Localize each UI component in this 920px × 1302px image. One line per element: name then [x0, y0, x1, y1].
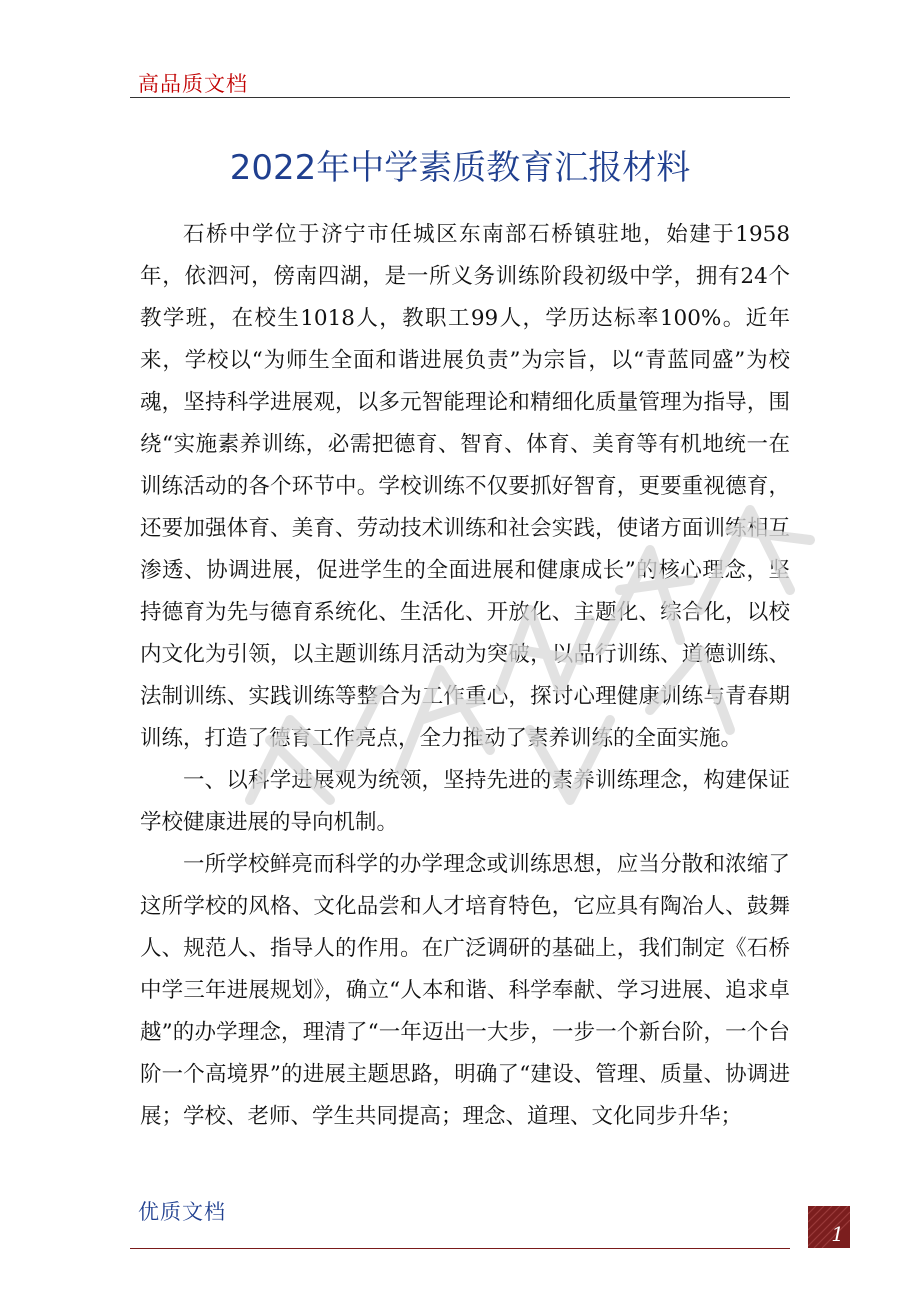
header-divider	[130, 97, 790, 98]
paragraph-section-heading: 一、以科学进展观为统领，坚持先进的素养训练理念，构建保证学校健康进展的导向机制。	[140, 768, 790, 835]
page-number-badge	[808, 1206, 850, 1248]
document-body	[140, 214, 790, 1138]
page-number: 1	[831, 1222, 844, 1246]
document-title: 2022年中学素质教育汇报材料	[229, 148, 691, 188]
footer-label: 优质文档	[138, 1200, 226, 1224]
paragraph-philosophy: 一所学校鲜亮而科学的办学理念或训练思想，应当分散和浓缩了这所学校的风格、文化品尝和人才培育特色，它应具有陶冶人、鼓舞人、规范人、指导人的作用。在广泛调研的基础上，我们制定《石桥中学三年进展规划》，确立“人本和谐、科学奉献、学习进展、追求卓越”的办学理念，理清了“一年迈出一大步，一步一个新台阶，一个台阶一个高境界”的进展主题思路，明确了“建设、管理、质量、协调进展；学校、老师、学生共同提高；理念、道理、文化同步升华；	[140, 852, 790, 1129]
paragraph-intro: 石桥中学位于济宁市任城区东南部石桥镇驻地，始建于1958年，依泗河，傍南四湖，是一所义务训练阶段初级中学，拥有24个教学班，在校生1018人，教职工99人，学历达标率100%。近年来，学校以“为师生全面和谐进展负责”为宗旨，以“青蓝同盛”为校魂，坚持科学进展观，以多元智能理论和精细化质量管理为指导，围绕“实施素养训练，必需把德育、智育、体育、美育等有机地统一在训练活动的各个环节中。学校训练不仅要抓好智育，更要重视德育，还要加强体育、美育、劳动技术训练和社会实践，使诸方面训练相互渗透、协调进展，促进学生的全面进展和健康成长”的核心理念，坚持德育为先与德育系统化、生活化、开放化、主题化、综合化，以校内文化为引领，以主题训练月活动为突破，以品行训练、道德训练、法制训练、实践训练等整合为工作重心，探讨心理健康训练与青春期训练，打造了德育工作亮点，全力推动了素养训练的全面实施。	[140, 222, 790, 751]
footer-divider	[130, 1248, 790, 1249]
header-label: 高品质文档	[138, 72, 248, 96]
